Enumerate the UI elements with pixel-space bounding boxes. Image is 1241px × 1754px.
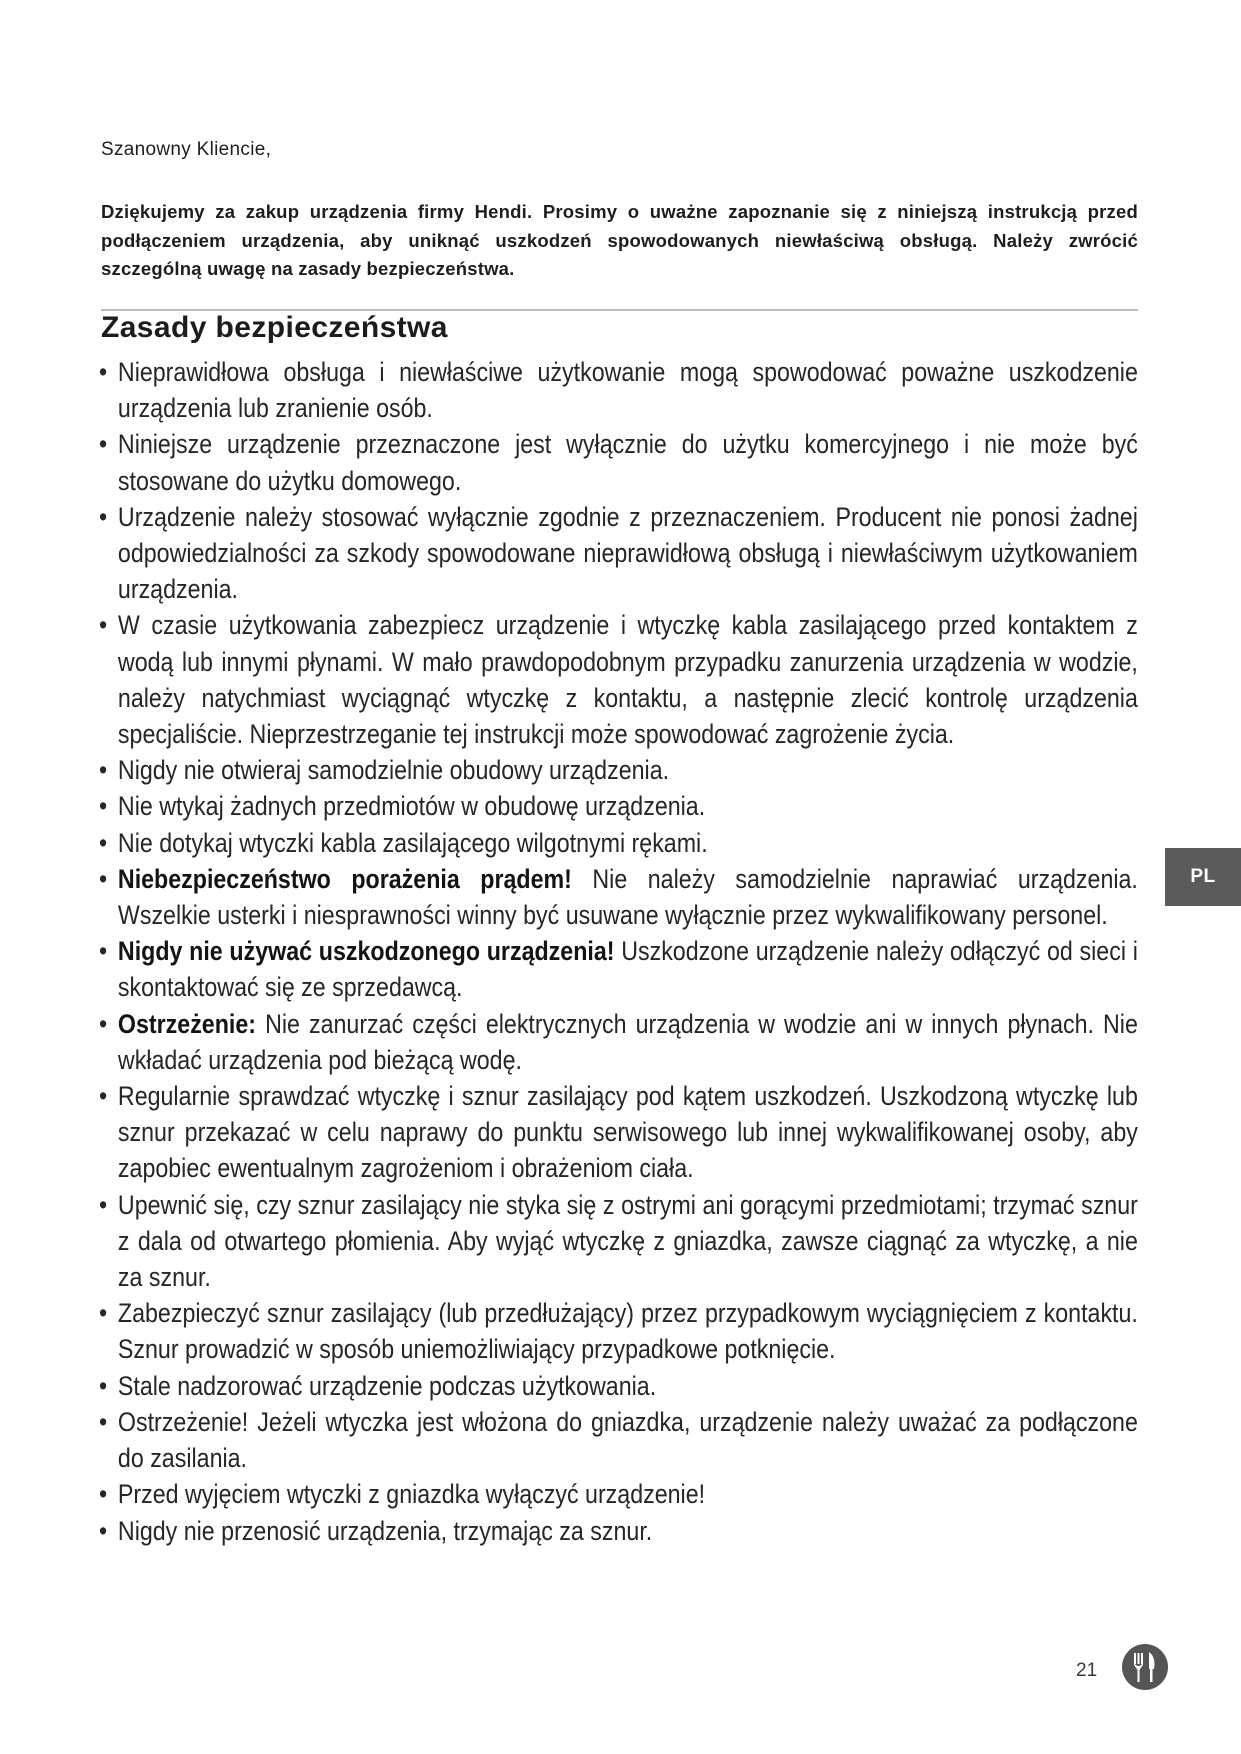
safety-rule-text: Regularnie sprawdzać wtyczkę i sznur zasilający pod kątem uszkodzeń. Uszkodzoną wtyczkę lub sznur przekazać w celu naprawy do punktu serwisowego lub innej wykwalifikowanej osoby, aby zapobiec ewentualnym zagrożeniom i obrażeniom ciała. [117,1081,1138,1184]
safety-rule-text: Zabezpieczyć sznur zasilający (lub przedłużający) przez przypadkowym wyciągnięciem z kontaktu. Sznur prowadzić w sposób uniemożliwiający przypadkowe potknięcie. [117,1298,1138,1365]
safety-rule-emphasis: Nigdy nie używać uszkodzonego urządzenia! [117,936,615,967]
safety-rule-text: Nie dotykaj wtyczki kabla zasilającego wilgotnymi rękami. [117,827,708,858]
safety-rule-item [99,788,1138,824]
safety-rule-text: Stale nadzorować urządzenie podczas użytkowania. [117,1370,657,1401]
safety-rule-item [99,861,1138,933]
page-number: 21 [1076,1660,1098,1681]
bullet-icon: • [99,1515,108,1546]
bullet-icon: • [99,1008,108,1039]
bullet-icon: • [99,429,108,460]
bullet-icon: • [99,1081,108,1112]
safety-rule-text: Nie zanurzać części elektrycznych urządzenia w wodzie ani w innych płynach. Nie wkładać urządzenia pod bieżącą wodę. [117,1008,1138,1075]
bullet-icon: • [99,1370,108,1401]
bullet-icon: • [99,936,108,967]
safety-rule-item [99,1476,1138,1512]
safety-rule-item [99,499,1138,608]
safety-rule-item [99,1295,1138,1367]
bullet-icon: • [99,357,108,387]
bullet-icon: • [99,1298,108,1329]
safety-rule-emphasis: Niebezpieczeństwo porażenia prądem! [117,863,572,894]
bullet-icon: • [99,827,108,858]
greeting: Szanowny Kliencie, [101,139,272,160]
safety-rule-text: Nieprawidłowa obsługa i niewłaściwe użytkowanie mogą spowodować poważne uszkodzenie urządzenia lub zranienie osób. [117,357,1138,424]
bullet-icon: • [99,755,108,786]
bullet-icon: • [99,863,108,894]
safety-rule-item [99,1006,1138,1078]
safety-rule-text: Urządzenie należy stosować wyłącznie zgodnie z przeznaczeniem. Producent nie ponosi żadnej odpowiedzialności za szkody spowodowane nieprawidłową obsługą i niewłaściwym użytkowaniem urządzenia. [117,501,1138,605]
safety-rule-item [99,354,1138,426]
bullet-icon: • [99,1406,108,1437]
safety-rule-item [99,1404,1138,1476]
safety-rule-emphasis: Ostrzeżenie: [117,1008,257,1039]
safety-rule-item [99,1078,1138,1187]
bullet-icon: • [99,791,108,822]
safety-rule-text: W czasie użytkowania zabezpiecz urządzenie i wtyczkę kabla zasilającego przed kontaktem z wodą lub innymi płynami. W mało prawdopodobnym przypadku zanurzenia urządzenia w wodzie, należy natychmiast wyciągnąć wtyczkę z kontaktu, a następnie zlecić kontrolę urządzenia specjaliście. Nieprzestrzeganie tej instrukcji może spowodować zagrożenie życia. [117,610,1138,750]
safety-rule-text: Niniejsze urządzenie przeznaczone jest wyłącznie do użytku komercyjnego i nie może być stosowane do użytku domowego. [117,429,1138,496]
safety-rule-text: Upewnić się, czy sznur zasilający nie styka się z ostrymi ani gorącymi przedmiotami; trzymać sznur z dala od otwartego płomienia. Aby wyjąć wtyczkę z gniazdka, zawsze ciągnąć za wtyczkę, a nie za sznur. [117,1189,1138,1293]
safety-rule-text: Uszkodzone urządzenie należy odłączyć od sieci i skontaktować się ze sprzedawcą. [117,936,1138,1003]
safety-rule-item [99,825,1138,861]
safety-rule-text: Nigdy nie otwieraj samodzielnie obudowy urządzenia. [117,755,670,786]
safety-rules-list [99,354,1138,1549]
safety-rule-text: Nie należy samodzielnie naprawiać urządzenia. Wszelkie usterki i niesprawności winny być usuwane wyłącznie przez wykwalifikowany personel. [117,863,1138,931]
intro-paragraph: Dziękujemy za zakup urządzenia firmy Hendi. Prosimy o uważne zapoznanie się z niniejszą instrukcją przed podłączeniem urządzenia, aby uniknąć uszkodzeń spowodowanych niewłaściwą obsługą. Należy zwrócić szczególną uwagę na zasady bezpieczeństwa. [101,201,1138,279]
safety-rule-item [99,426,1138,498]
bullet-icon: • [99,501,108,532]
safety-rule-text: Nigdy nie przenosić urządzenia, trzymając za sznur. [117,1515,653,1546]
bullet-icon: • [99,1189,108,1220]
safety-rule-item [99,1513,1138,1549]
safety-rule-item [99,933,1138,1005]
safety-rule-item [99,1187,1138,1296]
safety-rule-text: Ostrzeżenie! Jeżeli wtyczka jest włożona do gniazdka, urządzenie należy uważać za podłączone do zasilania. [117,1406,1138,1474]
safety-rule-item [99,607,1138,752]
safety-rule-item [99,752,1138,788]
safety-rule-item [99,1368,1138,1404]
safety-rule-text: Przed wyjęciem wtyczki z gniazdka wyłączyć urządzenie! [117,1479,706,1510]
safety-rule-text: Nie wtykaj żadnych przedmiotów w obudowę urządzenia. [117,791,706,822]
bullet-icon: • [99,1479,108,1510]
bullet-icon: • [99,610,108,641]
section-title: Zasady bezpieczeństwa [101,311,448,344]
language-tab: PL [1165,848,1241,906]
cutlery-logo-icon [1121,1643,1169,1691]
